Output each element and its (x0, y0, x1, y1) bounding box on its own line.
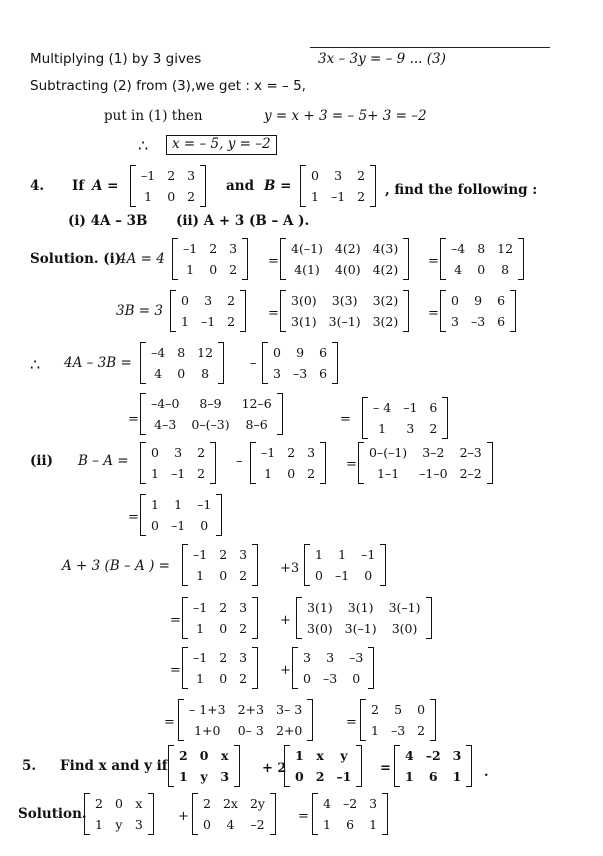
q5-matrix-3 (394, 745, 472, 787)
matrix-cell: 0–(–3) (191, 417, 230, 432)
sol5-matrix-2 (192, 793, 276, 835)
matrix-cell: 2 (239, 568, 248, 583)
matrix-cell: –2 (250, 817, 265, 832)
b-minus-a-result-matrix (140, 494, 222, 536)
matrix-cell: 12 (197, 345, 214, 360)
matrix-cell: 1 (196, 671, 205, 686)
matrix-cell: 3(0) (307, 621, 333, 636)
matrix-cell: 2–2 (459, 466, 482, 481)
matrix-cell: 6 (429, 400, 438, 415)
matrix-cell: 0 (209, 262, 218, 277)
q4-matrix-a (130, 165, 206, 207)
put-in-text: put in (1) then (104, 108, 203, 124)
matrix-cell: –1 (193, 547, 208, 562)
matrix-cell: – 4 (373, 400, 392, 415)
matrix-cell: 0 (181, 293, 189, 308)
sol-i-matrix-a (172, 238, 248, 280)
matrix-cell: 1 (174, 497, 183, 512)
threeB-expanded-matrix (280, 290, 409, 332)
matrix-cell: 3 (239, 547, 248, 562)
matrix-cell: 3(–1) (344, 621, 377, 636)
matrix-cell: 0 (114, 796, 123, 811)
matrix-cell: 0– 3 (237, 723, 264, 738)
q4-find: , find the following : (385, 182, 538, 198)
eq-sign: = (380, 761, 391, 776)
matrix-cell: 2 (227, 293, 236, 308)
equation-3: 3x – 3y = – 9 ... (3) (318, 51, 446, 67)
matrix-cell: 3 (369, 796, 378, 811)
matrix-cell: x (221, 748, 229, 763)
matrix-cell: 3(1) (291, 314, 317, 329)
threeB-result-matrix (440, 290, 516, 332)
matrix-cell: 3 (174, 445, 183, 460)
matrix-cell: 2 (187, 189, 196, 204)
matrix-cell: 3(0) (291, 293, 317, 308)
matrix-cell: –3 (292, 366, 308, 381)
sol-ii-matrix-b (140, 442, 216, 484)
matrix-cell: 1 (151, 466, 159, 481)
b-minus-a-expanded-matrix (358, 442, 493, 484)
q4-b-eq: B = (264, 178, 292, 194)
matrix-cell: –1 (336, 769, 352, 784)
step1-a-matrix (182, 544, 258, 586)
matrix-cell: 3(1) (307, 600, 333, 615)
matrix-cell: 3 (273, 366, 281, 381)
matrix-cell: 4(0) (334, 262, 361, 277)
matrix-cell: 3 (134, 817, 143, 832)
step4-matrix (178, 699, 313, 741)
matrix-cell: 2 (197, 466, 206, 481)
matrix-cell: 3 (406, 421, 415, 436)
matrix-cell: 2 (429, 421, 438, 436)
matrix-cell: 2 (197, 445, 206, 460)
matrix-cell: 2 (203, 796, 211, 811)
final-matrix (360, 699, 436, 741)
matrix-cell: 0–(–1) (369, 445, 408, 460)
matrix-cell: 6 (319, 366, 328, 381)
q5-text: Find x and y if (60, 758, 168, 774)
matrix-cell: y (200, 769, 208, 784)
eq-sign: = (170, 663, 181, 678)
matrix-cell: 3 (451, 314, 459, 329)
matrix-cell: 2x (222, 796, 238, 811)
matrix-cell: 3(–1) (328, 314, 361, 329)
matrix-cell: 0 (364, 568, 373, 583)
matrix-cell: –1 (170, 466, 186, 481)
matrix-cell: 4 (226, 817, 235, 832)
eq-sign: = (340, 412, 351, 427)
matrix-cell: 2+0 (276, 723, 303, 738)
matrix-cell: –1 (261, 445, 276, 460)
matrix-cell: –1 (200, 314, 216, 329)
matrix-cell: 0 (352, 671, 361, 686)
matrix-cell: –3 (390, 723, 406, 738)
matrix-cell: 8–6 (245, 417, 268, 432)
q4-part-ii: (ii) A + 3 (B – A ). (176, 213, 310, 229)
matrix-cell: 0 (199, 748, 209, 763)
matrix-cell: 9 (296, 345, 305, 360)
matrix-cell: 2 (287, 445, 296, 460)
matrix-cell: 4(2) (372, 262, 399, 277)
matrix-cell: 2 (357, 168, 366, 183)
matrix-cell: 6 (497, 314, 506, 329)
matrix-cell: 0 (177, 366, 186, 381)
matrix-cell: 3 (204, 293, 213, 308)
matrix-cell: y (115, 817, 123, 832)
matrix-cell: 3 (326, 650, 335, 665)
matrix-cell: 8 (477, 241, 486, 256)
matrix-cell: 0 (311, 168, 319, 183)
matrix-cell: 1 (405, 769, 414, 784)
matrix-cell: 0 (167, 189, 176, 204)
matrix-cell: 1 (315, 547, 323, 562)
matrix-cell: 4 (405, 748, 414, 763)
threeB-lhs: 3B = 3 (116, 303, 163, 319)
matrix-cell: 6 (497, 293, 506, 308)
matrix-cell: 1 (179, 769, 188, 784)
matrix-cell: 3 (334, 168, 343, 183)
plus-3: +3 (280, 561, 300, 576)
matrix-cell: 1 (95, 817, 103, 832)
matrix-cell: 3(–1) (388, 600, 421, 615)
matrix-cell: 3(3) (331, 293, 358, 308)
matrix-cell: 5 (394, 702, 403, 717)
matrix-cell: 2 (315, 769, 325, 784)
matrix-cell: 0 (200, 518, 209, 533)
matrix-cell: –1 (141, 168, 156, 183)
matrix-cell: 1 (264, 466, 273, 481)
matrix-cell: 3 (452, 748, 462, 763)
matrix-cell: x (316, 748, 324, 763)
matrix-cell: 1 (369, 817, 378, 832)
step2-b-matrix (296, 597, 432, 639)
matrix-cell: 6 (319, 345, 328, 360)
matrix-cell: 0 (451, 293, 459, 308)
matrix-cell: –2 (425, 748, 441, 763)
matrix-cell: 3 (220, 769, 230, 784)
matrix-cell: 3(2) (372, 314, 399, 329)
matrix-cell: 6 (346, 817, 355, 832)
eq-sign: = (298, 809, 309, 824)
solution5-label: Solution. (18, 806, 87, 822)
eq-sign: = (170, 613, 181, 628)
therefore-symbol-2: ∴ (30, 355, 41, 374)
matrix-cell: –3 (349, 650, 364, 665)
diff-result-matrix (362, 397, 448, 439)
matrix-cell: –1 (193, 650, 208, 665)
matrix-cell: 2+3 (237, 702, 264, 717)
matrix-cell: 3–2 (422, 445, 445, 460)
matrix-cell: 0 (287, 466, 296, 481)
matrix-cell: 1 (186, 262, 195, 277)
matrix-cell: 3 (187, 168, 196, 183)
matrix-cell: 3 (229, 241, 238, 256)
matrix-cell: –1 (330, 189, 346, 204)
matrix-cell: 3 (239, 600, 248, 615)
matrix-cell: –4 (451, 241, 466, 256)
eq-sign: = (346, 457, 357, 472)
step2-a-matrix (182, 597, 258, 639)
step3-a-matrix (182, 647, 258, 689)
matrix-cell: 8–9 (199, 396, 222, 411)
solution-i-label: Solution. (i) (30, 251, 122, 267)
plus-sign: + (280, 613, 291, 628)
matrix-cell: –1 (361, 547, 376, 562)
q4-matrix-b (300, 165, 376, 207)
plus-sign: + (280, 663, 291, 678)
matrix-cell: 3(2) (372, 293, 399, 308)
multiplying-text: Multiplying (1) by 3 gives (30, 51, 202, 67)
y-value: y = x + 3 = – 5+ 3 = –2 (264, 108, 427, 124)
matrix-cell: 2 (229, 262, 238, 277)
matrix-cell: 0 (303, 671, 311, 686)
q5-plus-2: + 2 (262, 761, 287, 776)
matrix-cell: –2 (342, 796, 358, 811)
sol-ii-matrix-a (250, 442, 326, 484)
matrix-cell: –4 (151, 345, 166, 360)
eq-sign: = (346, 715, 357, 730)
matrix-cell: 2 (179, 748, 188, 763)
q4-if: If (72, 178, 85, 194)
eq-sign: = (268, 254, 279, 269)
matrix-cell: 2–3 (459, 445, 482, 460)
diff-a-matrix (140, 342, 224, 384)
minus-sign: – (236, 454, 243, 469)
matrix-cell: 4 (454, 262, 463, 277)
matrix-cell: 2 (219, 547, 228, 562)
top-rule (310, 47, 550, 48)
matrix-cell: 12 (497, 241, 514, 256)
matrix-cell: 0 (295, 769, 304, 784)
matrix-cell: 4 (154, 366, 163, 381)
matrix-cell: –4–0 (151, 396, 180, 411)
matrix-cell: 2 (219, 600, 228, 615)
matrix-cell: 4(2) (334, 241, 361, 256)
matrix-cell: 0 (219, 568, 228, 583)
sol5-matrix-1 (84, 793, 154, 835)
matrix-cell: 2 (167, 168, 176, 183)
diff-b-matrix (262, 342, 338, 384)
matrix-cell: 1 (323, 817, 331, 832)
therefore-symbol: ∴ (138, 136, 149, 155)
matrix-cell: 2y (249, 796, 265, 811)
matrix-cell: 12–6 (241, 396, 272, 411)
matrix-cell: x (135, 796, 143, 811)
diff-lhs: 4A – 3B = (64, 355, 132, 371)
boxed-result: x = – 5, y = –2 (166, 135, 277, 155)
eq-sign: = (164, 715, 175, 730)
matrix-cell: 0 (219, 621, 228, 636)
matrix-cell: 2 (95, 796, 103, 811)
q5-number: 5. (22, 758, 37, 774)
matrix-cell: 0 (315, 568, 323, 583)
matrix-cell: 1 (196, 568, 205, 583)
matrix-cell: 0 (477, 262, 486, 277)
matrix-cell: 0 (219, 671, 228, 686)
matrix-cell: y (340, 748, 348, 763)
a-plus-3-lhs: A + 3 (B – A ) = (62, 558, 170, 574)
matrix-cell: 1 (311, 189, 319, 204)
matrix-cell: –1 (193, 600, 208, 615)
q5-dot: . (484, 765, 489, 780)
fourA-expanded-matrix (280, 238, 409, 280)
q4-and: and (226, 178, 255, 194)
eq-sign: = (128, 412, 139, 427)
matrix-cell: 0 (203, 817, 211, 832)
matrix-cell: –3 (470, 314, 486, 329)
matrix-cell: 4 (323, 796, 331, 811)
step3-b-matrix (292, 647, 374, 689)
matrix-cell: 2 (239, 621, 248, 636)
matrix-cell: 1 (196, 621, 205, 636)
matrix-cell: 0 (273, 345, 281, 360)
matrix-cell: 4(1) (294, 262, 320, 277)
matrix-cell: –1 (403, 400, 418, 415)
q5-matrix-2 (284, 745, 362, 787)
matrix-cell: –1 (183, 241, 198, 256)
matrix-cell: 0 (151, 518, 159, 533)
matrix-cell: 2 (371, 702, 379, 717)
matrix-cell: 1+0 (194, 723, 221, 738)
matrix-cell: 3 (303, 650, 311, 665)
matrix-cell: –1 (197, 497, 212, 512)
fourA-lhs: 4A = 4 (118, 251, 165, 267)
eq-sign: = (428, 254, 439, 269)
matrix-cell: 1 (151, 497, 159, 512)
eq-sign: = (128, 510, 139, 525)
matrix-cell: 3(0) (391, 621, 418, 636)
step1-b-matrix (304, 544, 386, 586)
matrix-cell: 2 (227, 314, 236, 329)
matrix-cell: 1 (452, 769, 462, 784)
subtracting-text: Subtracting (2) from (3),we get : x = – 5, (30, 78, 306, 94)
matrix-cell: 1 (338, 547, 347, 562)
matrix-cell: 1 (144, 189, 153, 204)
matrix-cell: –1 (170, 518, 186, 533)
matrix-cell: 2 (219, 650, 228, 665)
minus-sign: – (250, 356, 257, 371)
matrix-cell: 1 (371, 723, 379, 738)
sol-i-matrix-b (170, 290, 246, 332)
matrix-cell: –3 (322, 671, 338, 686)
plus-sign: + (178, 809, 189, 824)
q5-matrix-1 (168, 745, 240, 787)
matrix-cell: 6 (428, 769, 438, 784)
matrix-cell: 4(3) (372, 241, 399, 256)
matrix-cell: 2 (239, 671, 248, 686)
matrix-cell: 3 (307, 445, 316, 460)
matrix-cell: 1 (378, 421, 387, 436)
matrix-cell: 2 (307, 466, 316, 481)
matrix-cell: 1–1 (377, 466, 400, 481)
b-minus-a-lhs: B – A = (78, 453, 129, 469)
matrix-cell: 3(1) (347, 600, 374, 615)
matrix-cell: 8 (201, 366, 210, 381)
matrix-cell: 1 (181, 314, 189, 329)
solution-ii-label: (ii) (30, 453, 54, 469)
diff-expanded-matrix (140, 393, 283, 435)
matrix-cell: 1 (295, 748, 304, 763)
matrix-cell: 2 (417, 723, 426, 738)
sol5-matrix-3 (312, 793, 388, 835)
q4-number: 4. (30, 178, 45, 194)
matrix-cell: – 1+3 (189, 702, 226, 717)
matrix-cell: 4–3 (154, 417, 177, 432)
eq-sign: = (268, 306, 279, 321)
matrix-cell: 3– 3 (276, 702, 303, 717)
matrix-cell: 9 (474, 293, 483, 308)
matrix-cell: 8 (501, 262, 510, 277)
matrix-cell: 3 (239, 650, 248, 665)
matrix-cell: 2 (209, 241, 218, 256)
matrix-cell: 4(–1) (291, 241, 323, 256)
fourA-result-matrix (440, 238, 524, 280)
matrix-cell: 0 (151, 445, 159, 460)
eq-sign: = (428, 306, 439, 321)
q4-part-i: (i) 4A – 3B (68, 213, 148, 229)
matrix-cell: 8 (177, 345, 186, 360)
matrix-cell: 0 (417, 702, 426, 717)
matrix-cell: –1 (334, 568, 350, 583)
matrix-cell: 2 (357, 189, 366, 204)
matrix-cell: –1–0 (419, 466, 448, 481)
q4-a-eq: A = (92, 178, 119, 194)
